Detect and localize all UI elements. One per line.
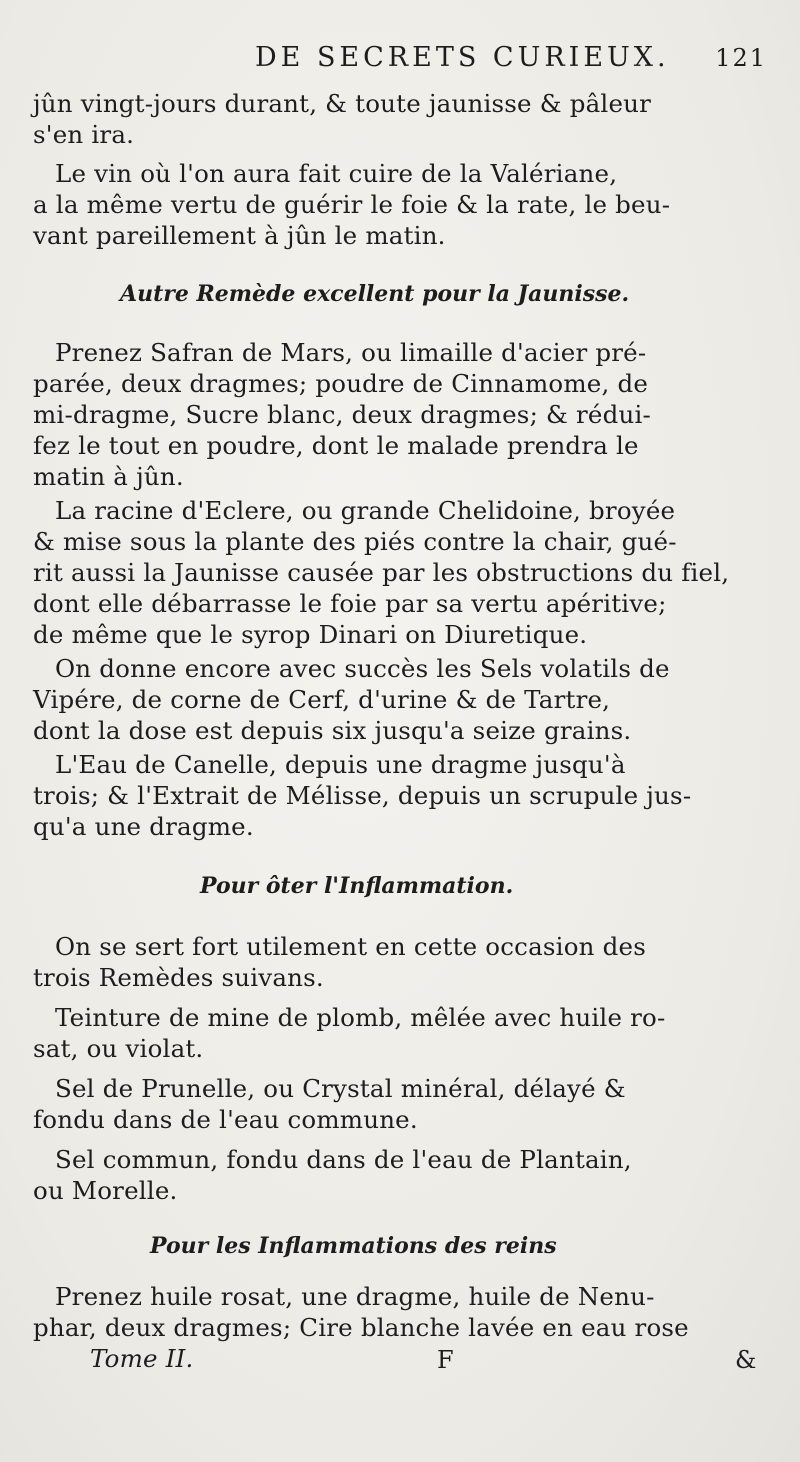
text-line: Prenez huile rosat, une dragme, huile de Nenu- [55, 1282, 655, 1311]
catchword: & [735, 1346, 757, 1374]
running-head: DE SECRETS CURIEUX. [255, 42, 670, 73]
text-line: phar, deux dragmes; Cire blanche lavée en eau rose [33, 1313, 689, 1342]
text-line: On donne encore avec succès les Sels volatils de [55, 654, 670, 683]
text-line: rit aussi la Jaunisse causée par les obstructions du fiel, [33, 558, 730, 587]
text-line: L'Eau de Canelle, depuis une dragme jusqu'à [55, 750, 626, 779]
text-line: a la même vertu de guérir le foie & la rate, le beu- [33, 190, 671, 219]
text-line: Vipére, de corne de Cerf, d'urine & de Tartre, [33, 685, 611, 714]
section-heading: Pour les Inflammations des reins [150, 1233, 557, 1259]
text-line: & mise sous la plante des piés contre la chair, gué- [33, 527, 677, 556]
text-line: On se sert fort utilement en cette occasion des [55, 932, 646, 961]
page-header [255, 42, 785, 82]
text-line: ou Morelle. [33, 1176, 178, 1205]
page-number: 121 [715, 44, 767, 72]
text-line: trois Remèdes suivans. [33, 963, 324, 992]
text-line: Prenez Safran de Mars, ou limaille d'acier pré- [55, 338, 647, 367]
text-line: jûn vingt-jours durant, & toute jaunisse & pâleur [33, 89, 652, 118]
text-line: La racine d'Eclere, ou grande Chelidoine, broyée [55, 496, 676, 525]
text-line: Sel de Prunelle, ou Crystal minéral, délayé & [55, 1074, 626, 1103]
text-line: Teinture de mine de plomb, mêlée avec huile ro- [55, 1003, 666, 1032]
text-line: sat, ou violat. [33, 1034, 204, 1063]
text-line: dont la dose est depuis six jusqu'a seize grains. [33, 716, 632, 745]
volume-signature: Tome II. [90, 1344, 194, 1373]
text-line: de même que le syrop Dinari on Diuretique. [33, 620, 588, 649]
text-line: Sel commun, fondu dans de l'eau de Plantain, [55, 1145, 632, 1174]
text-line: vant pareillement à jûn le matin. [33, 221, 446, 250]
text-line: trois; & l'Extrait de Mélisse, depuis un scrupule jus- [33, 781, 692, 810]
section-heading: Autre Remède excellent pour la Jaunisse. [120, 281, 630, 307]
section-heading: Pour ôter l'Inflammation. [200, 873, 514, 899]
text-line: qu'a une dragme. [33, 812, 254, 841]
signature-mark: F [437, 1346, 454, 1374]
text-line: matin à jûn. [33, 462, 184, 491]
text-line: mi-dragme, Sucre blanc, deux dragmes; & rédui- [33, 400, 652, 429]
text-line: Le vin où l'on aura fait cuire de la Valériane, [55, 159, 618, 188]
text-line: s'en ira. [33, 120, 135, 149]
text-line: fondu dans de l'eau commune. [33, 1105, 418, 1134]
text-line: dont elle débarrasse le foie par sa vertu apéritive; [33, 589, 667, 618]
text-line: fez le tout en poudre, dont le malade prendra le [33, 431, 639, 460]
text-line: parée, deux dragmes; poudre de Cinnamome, de [33, 369, 649, 398]
